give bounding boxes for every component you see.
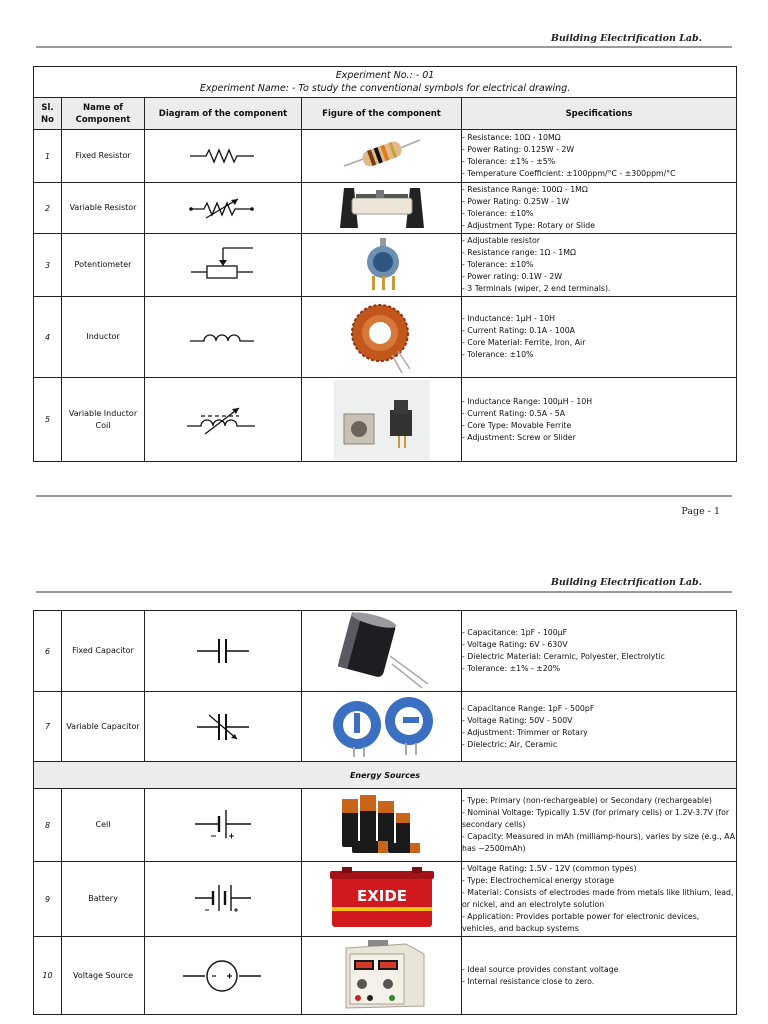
row-name: Variable Resistor — [62, 183, 145, 234]
row-sl: 6 — [34, 611, 62, 692]
spec-line: - Core Type: Movable Ferrite — [462, 420, 572, 430]
battery-cells-photo-icon — [338, 793, 426, 857]
spec-line: - Inductance Range: 100µH - 10H — [462, 396, 593, 406]
spec-line: - Voltage Rating: 50V - 500V — [462, 715, 573, 725]
page-number: Page - 1 — [681, 506, 720, 517]
spec-line: - Tolerance: ±10% — [462, 350, 534, 359]
section-row — [34, 762, 737, 789]
variable-inductor-symbol-icon — [183, 404, 263, 436]
variable-inductor-photo-icon — [334, 380, 430, 460]
table-row — [34, 789, 737, 862]
spec-line: - Voltage Rating: 1.5V - 12V (common types) — [462, 864, 637, 873]
components-table — [33, 66, 737, 462]
row-name: Inductor — [62, 297, 145, 378]
voltage-source-symbol-icon — [181, 959, 265, 993]
exide-battery-photo-icon — [326, 867, 438, 931]
spec-line: - Type: Electrochemical energy storage — [462, 876, 615, 885]
experiment-title-cell — [34, 67, 737, 98]
spec-line: - 3 Terminals (wiper, 2 end terminals). — [462, 284, 611, 293]
variable-resistor-symbol-icon — [188, 196, 258, 220]
table-header-row — [34, 98, 737, 130]
experiment-name: Experiment Name: - To study the conventional symbols for electrical drawing. — [199, 83, 571, 94]
row-sl: 4 — [34, 297, 62, 378]
variable-capacitor-symbol-icon — [193, 711, 253, 743]
spec-line: - Power Rating: 0.25W - 1W — [462, 197, 570, 206]
col-header-specs: Specifications — [462, 98, 737, 130]
spec-line: - Ideal source provides constant voltage — [462, 964, 619, 974]
spec-line: - Tolerance: ±10% — [462, 260, 534, 269]
spec-line: - Resistance Range: 100Ω - 1MΩ — [462, 185, 588, 194]
fixed-capacitor-symbol-icon — [193, 637, 253, 665]
col-header-name: Name of Component — [62, 98, 145, 130]
row-name: Fixed Capacitor — [62, 611, 145, 692]
dc-power-supply-photo-icon — [332, 940, 432, 1012]
spec-line: - Application: Provides portable power for electronic devices, vehicles, and backup systems — [462, 912, 700, 933]
row-name: Battery — [62, 862, 145, 937]
page-2 — [0, 550, 768, 1024]
spec-line: - Temperature Coefficient: ±100ppm/°C - ±300ppm/°C — [462, 169, 676, 178]
spec-line: - Capacitance Range: 1pF - 500pF — [462, 703, 595, 713]
trimmer-capacitor-photo-icon — [327, 695, 437, 759]
row-sl: 5 — [34, 378, 62, 462]
spec-line: - Current Rating: 0.1A - 100A — [462, 326, 576, 335]
spec-line: - Tolerance: ±10% — [462, 209, 534, 218]
spec-line: - Type: Primary (non-rechargeable) or Secondary (rechargeable) — [462, 796, 712, 805]
spec-line: - Voltage Rating: 6V - 630V — [462, 640, 568, 649]
row-sl: 8 — [34, 789, 62, 862]
inductor-symbol-icon — [188, 327, 258, 347]
spec-line: - Resistance: 10Ω - 10MΩ — [462, 133, 561, 142]
table-row — [34, 692, 737, 762]
col-header-sl: Sl. No — [34, 98, 62, 130]
spec-line: - Adjustment Type: Rotary or Slide — [462, 221, 595, 230]
fixed-resistor-photo-icon — [342, 134, 422, 178]
cell-symbol-icon — [191, 808, 255, 842]
header-rule — [36, 591, 732, 593]
fixed-resistor-symbol-icon — [188, 146, 258, 166]
table-row — [34, 378, 737, 462]
table-row — [34, 611, 737, 692]
spec-line: - Core Material: Ferrite, Iron, Air — [462, 338, 586, 347]
spec-line: - Tolerance: ±1% - ±5% — [462, 157, 556, 166]
spec-line: - Capacitance: 1pF - 100µF — [462, 628, 568, 637]
table-row — [34, 937, 737, 1015]
spec-line: - Material: Consists of electrodes made from metals like lithium, lead, or nickel, and an electrolyte solution — [462, 888, 734, 909]
components-table-continued — [33, 610, 737, 1015]
row-name: Variable Capacitor — [62, 692, 145, 762]
spec-line: - Dielectric Material: Ceramic, Polyester, Electrolytic — [462, 652, 665, 661]
variable-resistor-photo-icon — [340, 184, 424, 232]
spec-line: - Tolerance: ±1% - ±20% — [462, 664, 561, 673]
spec-line: - Power rating: 0.1W - 2W — [462, 272, 563, 281]
row-sl: 9 — [34, 862, 62, 937]
row-sl: 10 — [34, 937, 62, 1015]
table-row — [34, 297, 737, 378]
spec-line: - Power Rating: 0.125W - 2W — [462, 145, 575, 154]
spec-line: - Internal resistance close to zero. — [462, 976, 595, 986]
table-row — [34, 234, 737, 297]
row-name: Potentiometer — [62, 234, 145, 297]
spec-line: - Nominal Voltage: Typically 1.5V (for primary cells) or 1.2V-3.7V (for secondary cells) — [462, 808, 730, 829]
toroid-inductor-photo-icon — [346, 299, 418, 375]
spec-line: - Resistance range: 1Ω - 1MΩ — [462, 248, 576, 257]
table-row — [34, 183, 737, 234]
spec-line: - Dielectric: Air, Ceramic — [462, 739, 558, 749]
col-header-figure: Figure of the component — [302, 98, 462, 130]
spec-line: - Capacity: Measured in mAh (milliamp-hours), varies by size (e.g., AA has ~2500mAh) — [462, 832, 736, 853]
row-name: Fixed Resistor — [62, 130, 145, 183]
spec-line: - Inductance: 1µH - 10H — [462, 314, 556, 323]
exide-logo-text: EXIDE — [356, 887, 407, 905]
section-title: Energy Sources — [34, 762, 737, 789]
row-sl: 3 — [34, 234, 62, 297]
row-name: Variable Inductor Coil — [62, 378, 145, 462]
page-header: Building Electrification Lab. — [550, 577, 702, 588]
row-sl: 1 — [34, 130, 62, 183]
page-header: Building Electrification Lab. — [550, 33, 702, 44]
row-sl: 2 — [34, 183, 62, 234]
table-row — [34, 862, 737, 937]
spec-line: - Current Rating: 0.5A - 5A — [462, 408, 566, 418]
row-name: Cell — [62, 789, 145, 862]
potentiometer-photo-icon — [352, 236, 412, 294]
experiment-number: Experiment No.: - 01 — [335, 70, 435, 81]
row-name: Voltage Source — [62, 937, 145, 1015]
col-header-diagram: Diagram of the component — [145, 98, 302, 130]
header-rule — [36, 46, 732, 48]
potentiometer-symbol-icon — [183, 244, 263, 286]
footer-rule — [36, 495, 732, 497]
spec-line: - Adjustable resistor — [462, 236, 540, 245]
spec-line: - Adjustment: Screw or Slider — [462, 432, 576, 442]
spec-line: - Adjustment: Trimmer or Rotary — [462, 727, 588, 737]
electrolytic-capacitor-photo-icon — [330, 612, 434, 690]
row-sl: 7 — [34, 692, 62, 762]
battery-symbol-icon — [191, 882, 255, 916]
table-row — [34, 130, 737, 183]
